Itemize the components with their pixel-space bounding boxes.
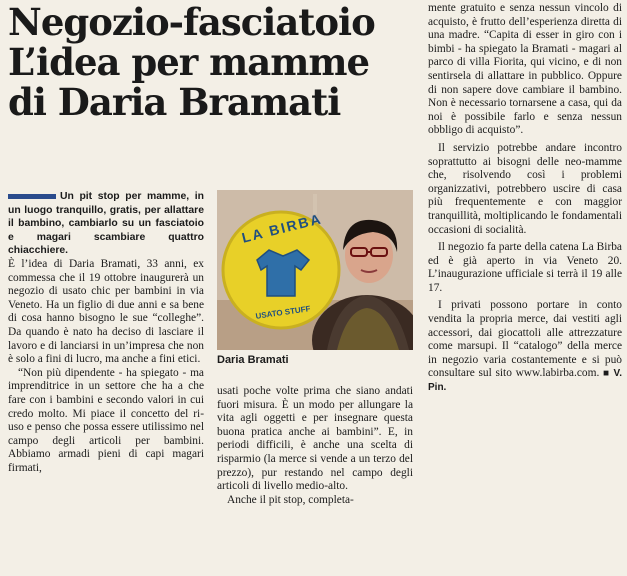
portrait-photo (217, 190, 413, 350)
headline-line-2: L’idea per mamme (8, 40, 370, 84)
column-middle-paragraph-2: Anche il pit stop, completa- (227, 493, 354, 506)
column-left-paragraph-2: “Non più dipendente - ha spiegato - ma imprenditrice in un settore che ha a che fare con i bambini e secondo valori in cui credo molto. Mi piace il concetto del ri-uso e penso che possa essere utilissimo nel campo degli articoli per bambini. Abbiamo armadi pieni di capi magari firmati, (8, 366, 204, 474)
column-left-paragraph-1: È l’idea di Daria Bramati, 33 anni, ex commessa che il 19 ottobre inaugurerà un negozio di usato chic per bambini in via Veneto. Ha un figlio di due anni e sa bene di cosa hanno bisogno le sue “colleghe”. Da quando è nato ha deciso di lasciare il lavoro e di lanciarsi in un’impresa che non è solo a fini di lucro, ma anche a fini etici. (8, 257, 204, 366)
headline-line-1: Negozio-fasciatoio (8, 0, 375, 44)
lead-bar-marker (8, 194, 56, 199)
column-right-paragraph-4 (428, 299, 622, 394)
logo-text: LA BIRBA (240, 210, 324, 246)
column-right-paragraph-4-text: I privati possono portare in conto vendita la propria merce, dai vestiti agli accessori, dai giocattoli alle attrezzature come marsupi. Il “catalogo” della merce in negozio varia costantemente e si può consultare sul sito www.labirba.com. (428, 299, 622, 380)
column-right (428, 2, 622, 395)
column-middle-paragraph-1: usati poche volte prima che siano andati fuori misura. È un modo per allungare la vita agli oggetti e per insegnare questa buona pratica anche ai bambini”. E, in periodi difficili, è anche una scelta di risparmio (la merce si vende a un terzo del prezzo), pur restando nel campo degli articoli di livello medio-alto. (217, 385, 413, 493)
article-headline (8, 2, 418, 122)
column-right-paragraph-1: mente gratuito e senza nessun vincolo di acquisto, è frutto dell’esperienza diretta di una madre. “Capita di esser in giro con i bimbi - ha spiegato la Bramati - magari al parco di villa Fiorita, qui vicino, e di non sentirsela di allattare in pubblico. Oppure di non sapere dove cambiare il bambino. Non è necessario tornarsene a casa, qui da noi è possibile farlo e senza nessun obbligo di acquisto”. (428, 2, 622, 137)
column-right-paragraph-2: Il servizio potrebbe andare incontro soprattutto ai bisogni delle neo-mamme che, risolvendo così i problemi organizzativi, potrebbero uscire di casa più frequentemente e con maggior tranquillità, moltiplicando le fondamentali occasioni di socialità. (428, 141, 622, 236)
author-signature: ■ V. Pin. (428, 368, 622, 394)
column-right-paragraph-3: Il negozio fa parte della catena La Birba ed è già aperto in via Veneto 20. L’inaugurazione ufficiale si terrà il 19 alle 17. (428, 241, 622, 294)
column-left (8, 190, 204, 475)
lead-text: Un pit stop per mamme, in un luogo tranquillo, gratis, per allattare il bambino, cambiarlo su un fasciatoio e magari scambiare quattro chiacchiere. (8, 191, 204, 257)
lead-paragraph (8, 190, 204, 258)
column-middle (217, 385, 413, 507)
headline-line-3: di Daria Bramati (8, 80, 341, 124)
photo-caption: Daria Bramati (217, 354, 289, 366)
logo-subtext: USATO STUFF (255, 304, 311, 321)
